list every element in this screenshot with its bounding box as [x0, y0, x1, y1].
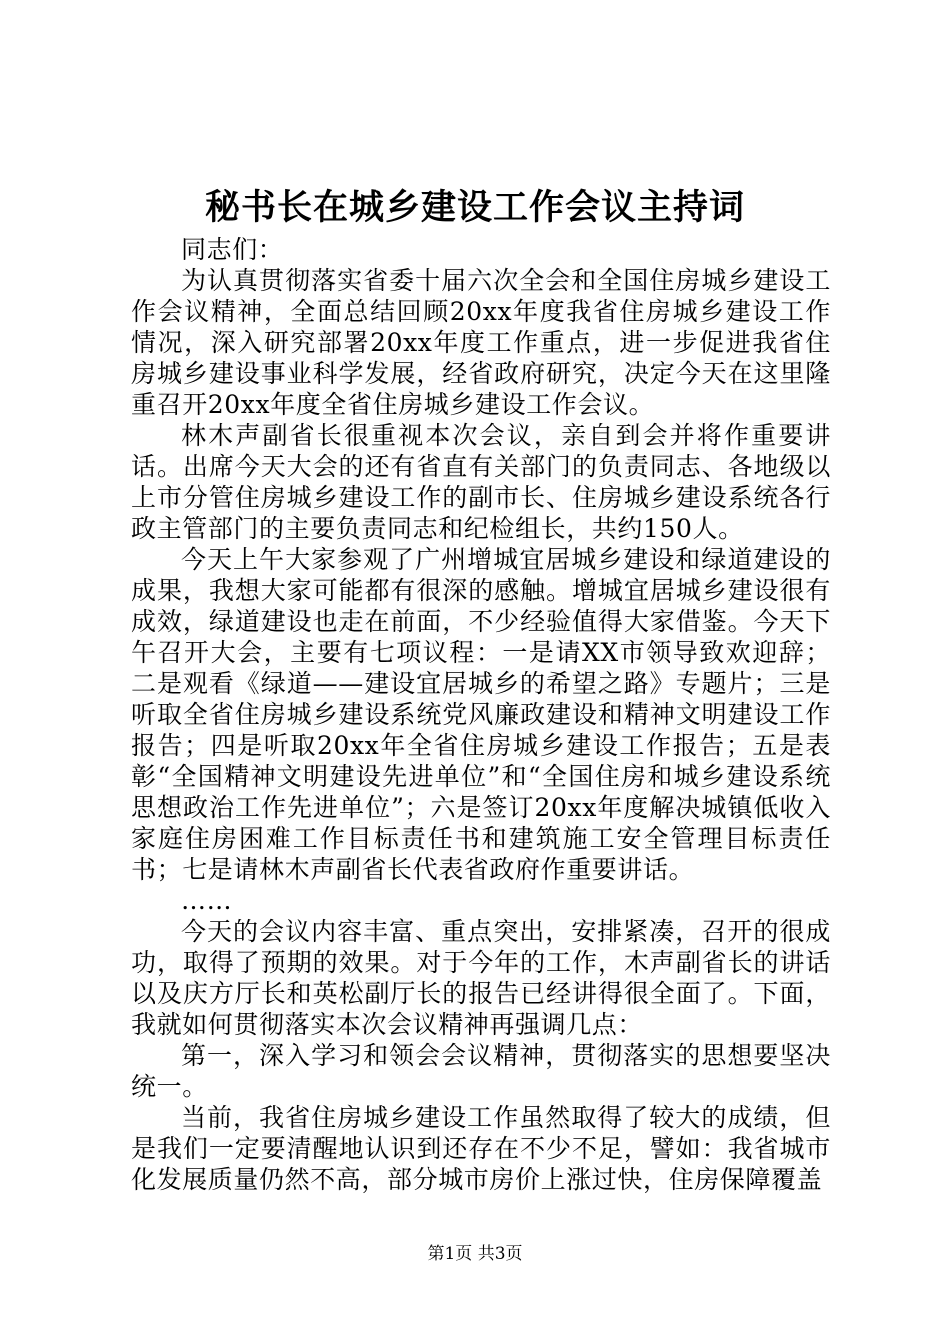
body-paragraph: 第一，深入学习和领会会议精神，贯彻落实的思想要坚决统一。	[131, 1041, 831, 1101]
body-paragraph: 今天的会议内容丰富、重点突出，安排紧凑，召开的很成功，取得了预期的效果。对于今年的工作，木声副省长的讲话以及庆方厅长和英松副厅长的报告已经讲得很全面了。下面，我就如何贯彻落实本次会议精神再强调几点：	[131, 917, 831, 1039]
body-paragraph: 林木声副省长很重视本次会议，亲自到会并将作重要讲话。出席今天大会的还有省直有关部门的负责同志、各地级以上市分管住房城乡建设工作的副市长、住房城乡建设系统各行政主管部门的主要负责同志和纪检组长，共约150人。	[131, 421, 831, 543]
body-paragraph: 今天上午大家参观了广州增城宜居城乡建设和绿道建设的成果，我想大家可能都有很深的感触。增城宜居城乡建设很有成效，绿道建设也走在前面，不少经验值得大家借鉴。今天下午召开大会，主要有七项议程：一是请XX市领导致欢迎辞；二是观看《绿道——建设宜居城乡的希望之路》专题片；三是听取全省住房城乡建设系统党风廉政建设和精神文明建设工作报告；四是听取20xx年全省住房城乡建设工作报告；五是表彰“全国精神文明建设先进单位”和“全国住房和城乡建设系统思想政治工作先进单位”；六是签订20xx年度解决城镇低收入家庭住房困难工作目标责任书和建筑施工安全管理目标责任书；七是请林木声副省长代表省政府作重要讲话。	[131, 545, 831, 884]
page-footer: 第1页 共3页	[427, 1244, 523, 1264]
body-paragraph: 当前，我省住房城乡建设工作虽然取得了较大的成绩，但是我们一定要清醒地认识到还存在不少不足，譬如：我省城市化发展质量仍然不高，部分城市房价上涨过快，住房保障覆盖	[131, 1103, 831, 1194]
ellipsis-paragraph: ……	[181, 886, 233, 915]
salutation-paragraph: 同志们：	[181, 235, 284, 264]
document-title: 秘书长在城乡建设工作会议主持词	[204, 187, 745, 228]
document-body	[131, 234, 831, 1195]
body-paragraph: 为认真贯彻落实省委十届六次全会和全国住房城乡建设工作会议精神，全面总结回顾20xx年度我省住房城乡建设工作情况，深入研究部署20xx年度工作重点，进一步促进我省住房城乡建设事业科学发展，经省政府研究，决定今天在这里隆重召开20xx年度全省住房城乡建设工作会议。	[131, 266, 831, 419]
